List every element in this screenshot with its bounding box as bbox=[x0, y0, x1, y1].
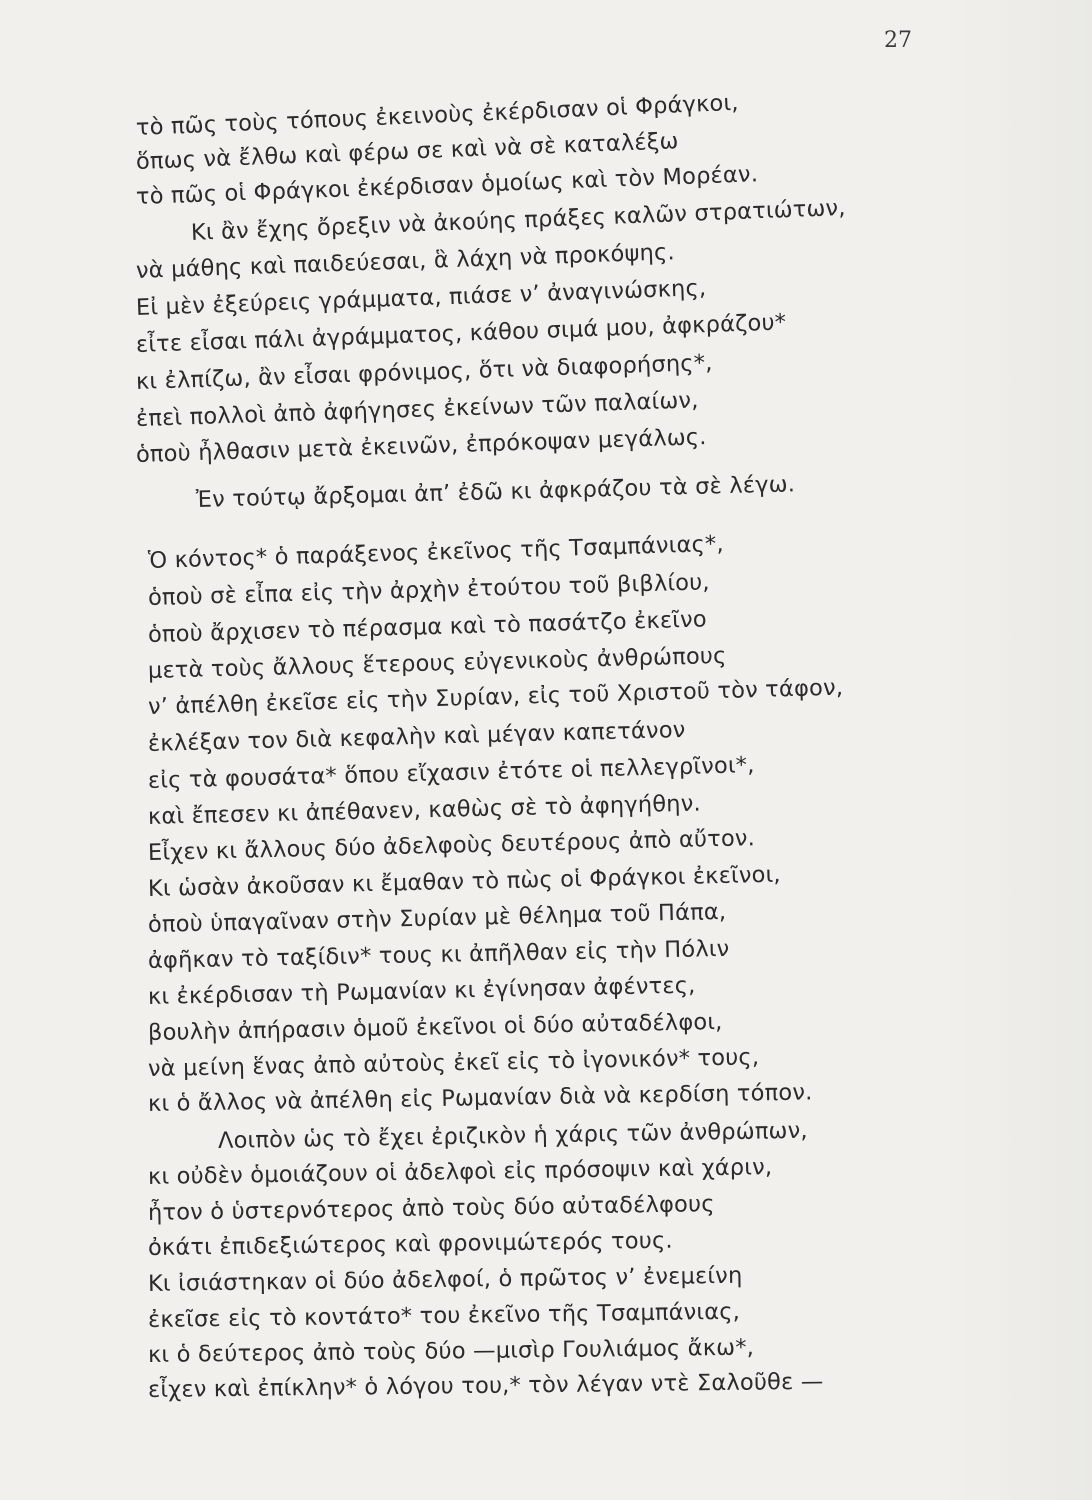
poem-line: κι ἐλπίζω, ἂν εἶσαι φρόνιμος, ὅτι νὰ διαφορήσης*, bbox=[135, 349, 713, 395]
poem-line: μετὰ τοὺς ἄλλους ἕτερους εὐγενικοὺς ἀνθρώπους bbox=[147, 642, 727, 684]
poem-line: τὸ πῶς τοὺς τόπους ἐκεινοὺς ἐκέρδισαν οἱ Φράγκοι, bbox=[135, 89, 740, 141]
poem-line: τὸ πῶς οἱ Φράγκοι ἐκέρδισαν ὁμοίως καὶ τὸν Μορέαν. bbox=[135, 161, 759, 210]
poem-line: ἐπεὶ πολλοὶ ἀπὸ ἀφήγησες ἐκείνων τῶν παλαίων, bbox=[135, 387, 699, 432]
poem-line: ὁποὺ ἄρχισεν τὸ πέρασμα καὶ τὸ πασάτζο ἐκεῖνο bbox=[147, 606, 708, 648]
poem-line: ἐκλέξαν τον διὰ κεφαλὴν καὶ μέγαν καπετάνον bbox=[147, 716, 686, 757]
poem-line: κι ὁ δεύτερος ἀπὸ τοὺς δύο —μισὶρ Γουλιάμος ἄκω*, bbox=[147, 1334, 755, 1368]
poem-line: νὰ μάθης καὶ παιδεύεσαι, ἃ λάχη νὰ προκόψης. bbox=[135, 239, 676, 284]
poem-line: ἦτον ὁ ὑστερνότερος ἀπὸ τοὺς δύο αὐταδέλφους bbox=[147, 1191, 715, 1226]
poem-line: εἶτε εἶσαι πάλι ἀγράμματος, κάθου σιμά μου, ἀφκράζου* bbox=[135, 309, 787, 358]
poem-line: Λοιπὸν ὡς τὸ ἔχει ἐριζικὸν ἡ χάρις τῶν ἀνθρώπων, bbox=[217, 1117, 808, 1154]
poem-line: κι οὐδὲν ὁμοιάζουν οἱ ἀδελφοὶ εἰς πρόσοψιν καὶ χάριν, bbox=[147, 1154, 773, 1190]
poem-line: ὁποὺ ὑπαγαῖναν στὴν Συρίαν μὲ θέλημα τοῦ Πάπα, bbox=[147, 898, 727, 938]
poem-line: καὶ ἔπεσεν κι ἀπέθανεν, καθὼς σὲ τὸ ἀφηγήθην. bbox=[147, 790, 702, 830]
page-number: 27 bbox=[884, 28, 912, 53]
poem-line: ὁποὺ σὲ εἶπα εἰς τὴν ἀρχὴν ἐτούτου τοῦ βιβλίου, bbox=[147, 569, 711, 611]
poem-line: ν’ ἀπέλθη ἐκεῖσε εἰς τὴν Συρίαν, εἰς τοῦ Χριστοῦ τὸν τάφον, bbox=[147, 674, 844, 720]
poem-line: Ἐν τούτῳ ἄρξομαι ἀπ’ ἐδῶ κι ἀφκράζου τὰ σὲ λέγω. bbox=[195, 471, 796, 513]
poem-line: Εἶχεν κι ἄλλους δύο ἀδελφοὺς δευτέρους ἀπὸ αὔτον. bbox=[147, 825, 756, 866]
poem-line: ἐκεῖσε εἰς τὸ κοντάτο* του ἐκεῖνο τῆς Τσαμπάνιας, bbox=[147, 1298, 741, 1333]
poem-line: ὀκάτι ἐπιδεξιώτερος καὶ φρονιμώτερός τους. bbox=[147, 1227, 673, 1261]
poem-line: νὰ μείνη ἕνας ἀπὸ αὐτοὺς ἐκεῖ εἰς τὸ ἰγονικόν* τους, bbox=[147, 1044, 760, 1082]
poem-line: ὅπως νὰ ἔλθω καὶ φέρω σε καὶ νὰ σὲ καταλέξω bbox=[135, 128, 680, 175]
poem-line: κι ὁ ἄλλος νὰ ἀπέλθη εἰς Ρωμανίαν διὰ νὰ κερδίση τόπον. bbox=[147, 1079, 813, 1117]
poem-line: Κι ἰσιάστηκαν οἱ δύο ἀδελφοί, ὁ πρῶτος ν’ ἐνεμείνη bbox=[147, 1262, 743, 1297]
poem-line: Ὁ κόντος* ὁ παράξενος ἐκεῖνος τῆς Τσαμπάνιας*, bbox=[147, 530, 725, 574]
poem-line: ὁποὺ ἦλθασιν μετὰ ἐκεινῶν, ἐπρόκοψαν μεγάλως. bbox=[135, 424, 707, 468]
poem-line: Κι ὡσὰν ἀκοῦσαν κι ἔμαθαν τὸ πὼς οἱ Φράγκοι ἐκεῖνοι, bbox=[147, 861, 782, 902]
poem-line: βουλὴν ἀπήρασιν ὁμοῦ ἐκεῖνοι οἱ δύο αὐταδέλφοι, bbox=[147, 1008, 723, 1046]
poem-line: Κι ἂν ἔχης ὄρεξιν νὰ ἀκούης πράξες καλῶν στρατιώτων, bbox=[190, 194, 847, 246]
poem-line: εἰς τὰ φουσάτα* ὅπου εἴχασιν ἐτότε οἱ πελλεγρῖνοι*, bbox=[147, 752, 755, 794]
poem-line: ἀφῆκαν τὸ ταξίδιν* τους κι ἀπῆλθαν εἰς τὴν Πόλιν bbox=[147, 935, 730, 974]
poem-line: κι ἐκέρδισαν τὴ Ρωμανίαν κι ἐγίνησαν ἀφέντες, bbox=[147, 972, 696, 1010]
poem-line: εἶχεν καὶ ἐπίκλην* ὁ λόγου του,* τὸν λέγαν ντὲ Σαλοῦθε — bbox=[147, 1368, 824, 1403]
poem-line: Εἰ μὲν ἐξεύρεις γράμματα, πιάσε ν’ ἀναγινώσκης, bbox=[135, 275, 707, 321]
